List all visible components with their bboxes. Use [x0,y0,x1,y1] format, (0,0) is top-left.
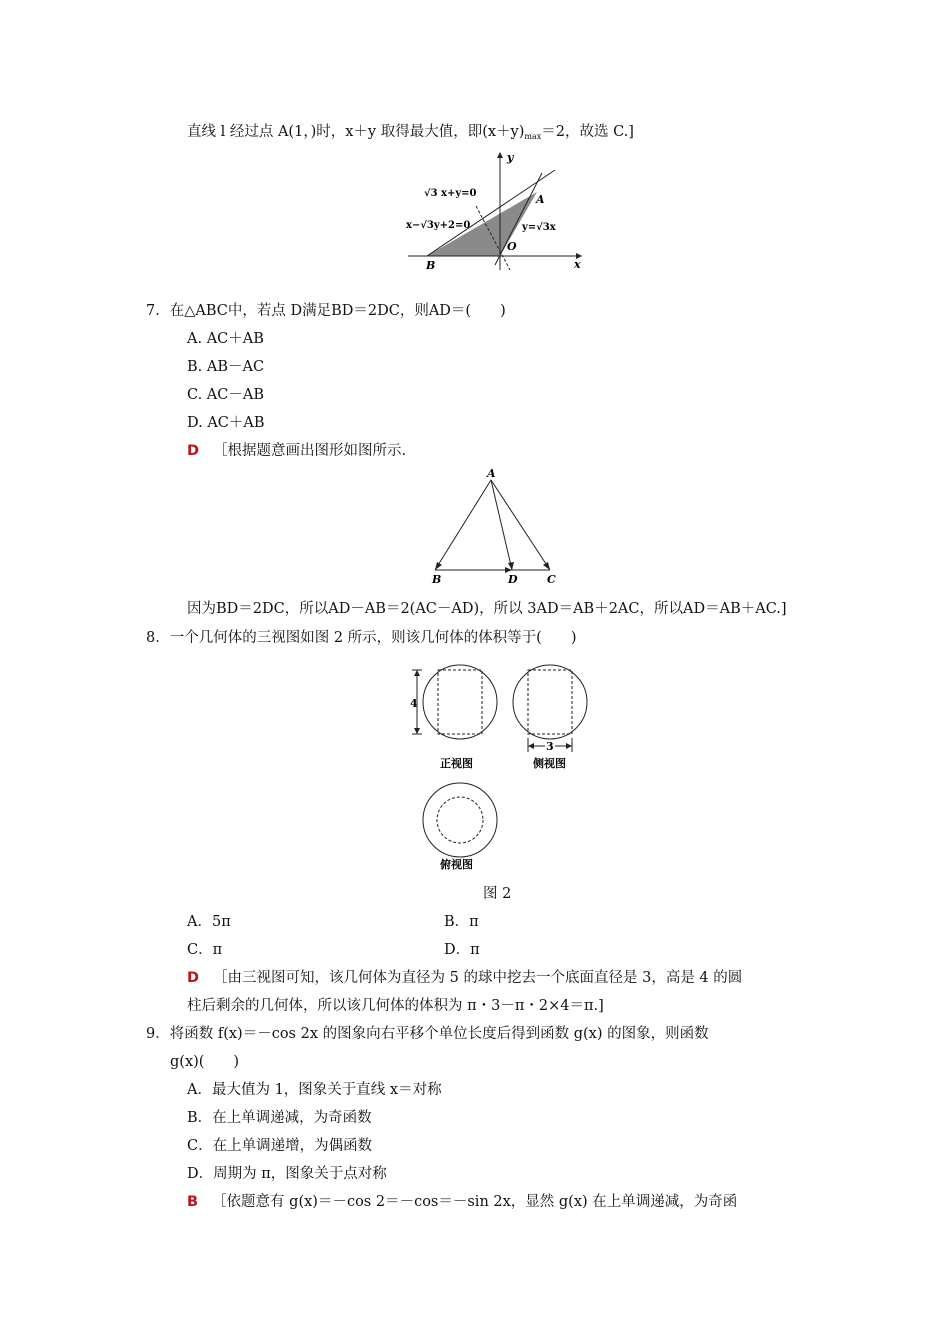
eq1-label: √3 x+y=0 [424,188,477,199]
q8-option-d: D．π [444,942,480,958]
side-view-label: 侧视图 [533,757,566,770]
figure-triangle [425,465,565,590]
triangle-B-label: B [432,573,442,586]
q7-option-c: C. AC－AB [187,387,264,403]
q9-answer: B [187,1194,199,1210]
point-B-label: B [426,259,436,272]
top-view-label: 俯视图 [440,858,473,871]
q7-stem: 7．在△ABC中，若点 D满足BD＝2DC，则AD＝( ) [146,303,506,319]
q8-answer: D [187,970,200,986]
q7-explanation: 因为BD＝2DC，所以AD－AB＝2(AC－AD)，所以 3AD＝AB＋2AC，所以AD＝AB＋AC.] [187,601,787,617]
y-axis-label: y [507,151,514,164]
dim-4: 4 [410,697,418,710]
triangle-D-label: D [508,573,518,586]
figure-three-views [400,660,600,875]
q9-option-b: B．在上单调递减，为奇函数 [187,1110,372,1126]
q9-answer-line: B ［依题意有 g(x)＝－cos 2＝－cos＝－sin 2x，显然 g(x) 在上单调递减，为奇函 [187,1194,738,1210]
q8-option-a: A．5π [187,914,231,930]
q7-answer: D [187,443,200,459]
dim-3: 3 [546,740,554,753]
q7-option-b: B. AB－AC [187,359,265,375]
q9-option-d: D．周期为 π，图象关于点对称 [187,1166,387,1182]
q8-explanation: 柱后剩余的几何体，所以该几何体的体积为 π・3－π・2×4＝π.] [187,998,604,1014]
figure2-caption: 图 2 [483,886,512,902]
q8-answer-line: D ［由三视图可知，该几何体为直径为 5 的球中挖去一个底面直径是 3，高是 4 的圆 [187,970,743,986]
x-axis-label: x [574,258,581,271]
q9-stem-1: 9．将函数 f(x)＝－cos 2x 的图象向右平移个单位长度后得到函数 g(x) 的图象，则函数 [146,1026,709,1042]
eq2-label: x−√3y+2=0 [406,220,471,231]
q7-option-d: D. AC＋AB [187,415,265,431]
q7-option-a: A. AC＋AB [187,331,264,347]
q9-stem-2: g(x)( ) [170,1054,240,1070]
point-A-label: A [536,193,545,206]
figure-feasible-region [400,148,590,273]
q8-option-c: C．π [187,942,223,958]
q9-option-c: C．在上单调递增，为偶函数 [187,1138,373,1154]
triangle-C-label: C [547,573,556,586]
q9-option-a: A．最大值为 1，图象关于直线 x＝对称 [187,1082,442,1098]
front-view-label: 正视图 [440,757,473,770]
q8-stem: 8．一个几何体的三视图如图 2 所示，则该几何体的体积等于( ) [146,630,577,646]
q8-option-b: B．π [444,914,479,930]
triangle-A-label: A [487,467,496,480]
point-O-label: O [507,240,517,253]
solution6-text: 直线 l 经过点 A(1，)时，x＋y 取得最大值，即$(x+y)_{max}=2$，故选 C.] [187,124,634,141]
q7-answer-line: D ［根据题意画出图形如图所示. [187,443,407,459]
eq3-label: y=√3x [522,222,556,233]
